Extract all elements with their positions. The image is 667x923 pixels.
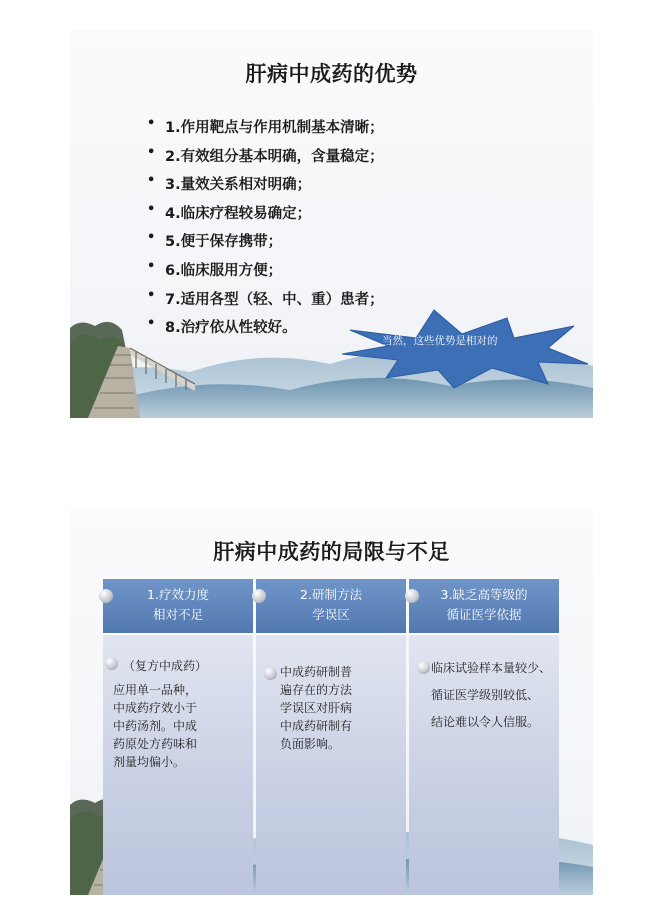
- column-lead-text: （复方中成药）: [123, 659, 208, 673]
- column-body-text: 临床试验样本量较少、 循证医学级别较低、 结论难以令人信服。: [431, 661, 552, 729]
- bullet-dot: •: [147, 287, 156, 303]
- limitation-column-methodology: [256, 579, 406, 895]
- callout-text: 当然，这些优势是相对的: [382, 335, 498, 347]
- slide-advantages: [70, 30, 593, 418]
- column-header: 3.缺乏高等级的 循证医学依据: [409, 579, 559, 633]
- sphere-bullet-icon: [405, 589, 419, 603]
- bullet-dot: •: [147, 316, 156, 332]
- list-item: • 7.适用各型（轻、中、重）患者；: [147, 287, 384, 308]
- sphere-bullet-icon: [417, 661, 430, 674]
- sphere-bullet-icon: [105, 657, 118, 670]
- column-header: 2.研制方法 学误区: [256, 579, 406, 633]
- column-body-text: 应用单一品种， 中成药疗效小于 中药汤剂。中成 药原处方药味和 剂量均偏小。: [113, 683, 198, 769]
- bullet-dot: •: [147, 230, 156, 246]
- list-item: • 2.有效组分基本明确，含量稳定；: [147, 144, 384, 165]
- column-body: [409, 633, 559, 895]
- list-item: • 3.量效关系相对明确；: [147, 173, 312, 194]
- list-item: • 4.临床疗程较易确定；: [147, 201, 312, 222]
- list-item: • 8.治疗依从性较好。: [147, 316, 297, 337]
- bullet-dot: •: [147, 258, 156, 274]
- sphere-bullet-icon: [252, 589, 266, 603]
- limitation-column-evidence: [409, 579, 559, 895]
- list-item: • 6.临床服用方便；: [147, 258, 283, 279]
- column-body-text: 中成药研制普 遍存在的方法 学误区对肝病 中成药研制有 负面影响。: [280, 665, 353, 751]
- bullet-dot: •: [147, 201, 156, 217]
- column-header: 1.疗效力度 相对不足: [103, 579, 253, 633]
- bullet-dot: •: [147, 116, 156, 131]
- bullet-dot: •: [147, 144, 156, 160]
- bullet-dot: •: [147, 173, 156, 189]
- column-body: [103, 633, 253, 895]
- list-item: • 1.作用靶点与作用机制基本清晰；: [147, 116, 384, 136]
- page-title: 肝病中成药的局限与不足: [213, 540, 450, 564]
- sphere-bullet-icon: [264, 667, 277, 680]
- sphere-bullet-icon: [99, 589, 113, 603]
- column-body: [256, 633, 406, 895]
- slide-limitations: [70, 507, 593, 895]
- limitation-column-efficacy: [103, 579, 253, 895]
- list-item: • 5.便于保存携带；: [147, 230, 283, 251]
- page-title: 肝病中成药的优势: [245, 62, 418, 86]
